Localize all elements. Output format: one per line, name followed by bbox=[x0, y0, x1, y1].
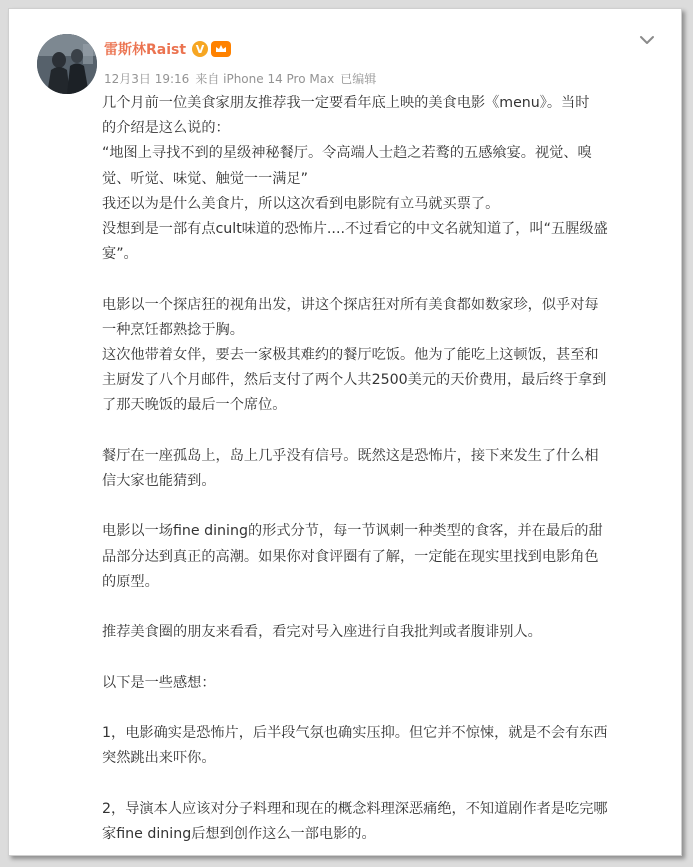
v-verified-icon[interactable]: V bbox=[192, 41, 208, 57]
post-text-line: 宴”。 bbox=[102, 246, 138, 263]
paragraph-spacer bbox=[102, 419, 662, 444]
post-text-line: 几个月前一位美食家朋友推荐我一定要看年底上映的美食电影《menu》。当时 bbox=[102, 95, 590, 111]
post-text-line: 觉、听觉、味觉、触觉一一满足” bbox=[102, 170, 308, 187]
post-text-line: 主厨发了八个月邮件，然后支付了两个人共2500美元的天价费用，最后终于拿到 bbox=[102, 372, 607, 389]
paragraph-spacer bbox=[102, 267, 662, 292]
edited-label[interactable]: 已编辑 bbox=[340, 72, 377, 86]
post-text-line: 家fine dining后想到创作这么一部电影的。 bbox=[102, 825, 376, 842]
paragraph-spacer bbox=[102, 494, 662, 519]
post-timestamp[interactable]: 12月3日 19:16 bbox=[104, 72, 190, 86]
post-text-line: 的介绍是这么说的： bbox=[102, 120, 230, 137]
post-text-line: 了那天晚饭的最后一个席位。 bbox=[102, 397, 287, 414]
post-text-line: 信大家也能猜到。 bbox=[102, 473, 216, 490]
post-text-line: 2，导演本人应该对分子料理和现在的概念料理深恶痛绝，不知道剧作者是吃完哪 bbox=[102, 800, 608, 817]
post-text-line: “地图上寻找不到的星级神秘餐厅。令高端人士趋之若鹜的五感飨宴。视觉、嗅 bbox=[102, 145, 592, 162]
paragraph-spacer bbox=[102, 645, 662, 670]
post-body bbox=[102, 91, 662, 847]
post-source: 来自 iPhone 14 Pro Max bbox=[195, 72, 335, 86]
post-text-line: 这次他带着女伴，要去一家极其难约的餐厅吃饭。他为了能吃上这顿饭，甚至和 bbox=[102, 347, 599, 364]
weibo-post-card bbox=[8, 8, 682, 856]
paragraph-spacer bbox=[102, 771, 662, 796]
post-text-line: 品部分达到真正的高潮。如果你对食评圈有了解，一定能在现实里找到电影角色 bbox=[102, 548, 599, 565]
post-text-line: 一种烹饪都熟捻于胸。 bbox=[102, 321, 244, 338]
post-text-line: 1，电影确实是恐怖片，后半段气氛也确实压抑。但它并不惊悚，就是不会有东西 bbox=[102, 724, 608, 741]
avatar[interactable] bbox=[37, 34, 97, 94]
username[interactable]: 雷斯林Raist bbox=[104, 42, 187, 58]
chevron-down-icon[interactable] bbox=[638, 31, 656, 49]
paragraph-spacer bbox=[102, 595, 662, 620]
post-text-line: 的原型。 bbox=[102, 573, 159, 590]
post-text-line: 推荐美食圈的朋友来看看，看完对号入座进行自我批判或者腹诽别人。 bbox=[102, 624, 542, 641]
post-text-line: 以下是一些感想： bbox=[102, 674, 216, 691]
post-text-line: 电影以一场fine dining的形式分节，每一节讽刺一种类型的食客，并在最后的甜 bbox=[102, 523, 603, 540]
avatar-image bbox=[37, 34, 97, 94]
post-text-line: 突然跳出来吓你。 bbox=[102, 750, 216, 767]
post-meta bbox=[104, 70, 376, 87]
post-text-line: 没想到是一部有点cult味道的恐怖片....不过看它的中文名就知道了，叫“五腥级盛 bbox=[102, 221, 608, 238]
crown-member-icon[interactable] bbox=[211, 41, 231, 57]
post-text-line: 餐厅在一座孤岛上，岛上几乎没有信号。既然这是恐怖片，接下来发生了什么相 bbox=[102, 447, 599, 464]
post-text-line: 电影以一个探店狂的视角出发，讲这个探店狂对所有美食都如数家珍，似乎对每 bbox=[102, 296, 599, 313]
paragraph-spacer bbox=[102, 696, 662, 721]
post-text-line: 我还以为是什么美食片，所以这次看到电影院有立马就买票了。 bbox=[102, 195, 500, 212]
author-row bbox=[104, 38, 231, 60]
